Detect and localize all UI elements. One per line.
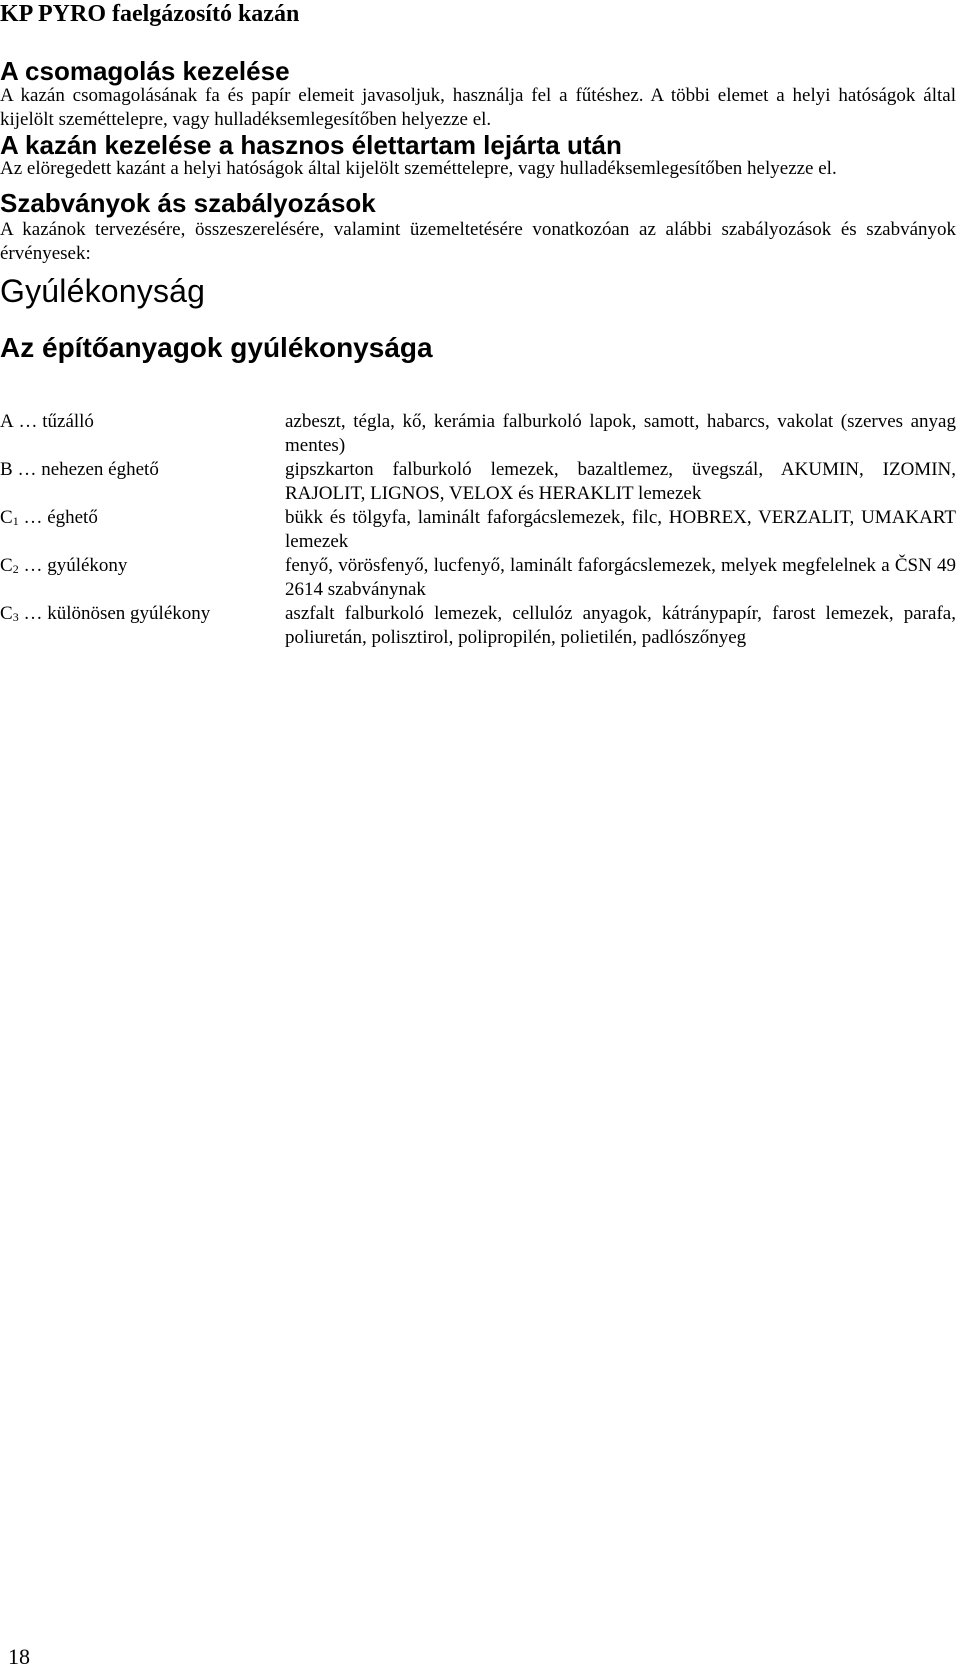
class-name: … különösen gyúlékony (23, 603, 211, 624)
class-subscript: 2 (12, 562, 19, 576)
class-letter: C (0, 603, 13, 624)
document-title: KP PYRO faelgázosító kazán (0, 1, 300, 27)
class-name: … tűzálló (18, 411, 94, 432)
class-row-c3 (0, 602, 956, 650)
class-label (0, 458, 285, 482)
class-materials: bükk és tölgyfa, laminált faforgácslemezek, filc, HOBREX, VERZALIT, UMAKART lemezek (285, 507, 956, 552)
packaging-heading: A csomagolás kezelése (0, 56, 290, 86)
class-row-c1 (0, 506, 956, 554)
flammability-subheading: Az építőanyagok gyúlékonysága (0, 332, 433, 363)
flammability-heading: Gyúlékonyság (0, 273, 206, 309)
class-label (0, 410, 285, 434)
class-label (0, 602, 285, 626)
class-letter: C (0, 555, 13, 576)
page-number: 18 (8, 1644, 30, 1669)
class-subscript: 3 (12, 610, 19, 624)
class-row-c2 (0, 554, 956, 602)
class-subscript: 1 (12, 514, 19, 528)
packaging-text: A kazán csomagolásának fa és papír elemeit javasoljuk, használja fel a fűtéshez. A többi elemet a helyi hatóságok által kijelölt szeméttelepre, vagy hulladéksemlegesítőben helyezze el. (0, 85, 956, 130)
class-name: … éghető (23, 507, 98, 528)
class-label (0, 554, 285, 578)
class-letter: C (0, 507, 13, 528)
class-name: … gyúlékony (23, 555, 128, 576)
class-materials: azbeszt, tégla, kő, kerámia falburkoló lapok, samott, habarcs, vakolat (szerves anyag mentes) (285, 411, 956, 456)
end-of-life-text: Az elöregedett kazánt a helyi hatóságok által kijelölt szeméttelepre, vagy hulladéksemlegesítőben helyezze el. (0, 158, 837, 179)
class-materials: fenyő, vörösfenyő, lucfenyő, laminált faforgácslemezek, melyek megfelelnek a ČSN 49 2614 szabványnak (285, 555, 956, 600)
class-materials: aszfalt falburkoló lemezek, cellulóz anyagok, kátránypapír, farost lemezek, parafa, poliuretán, polisztirol, polipropilén, polietilén, padlószőnyeg (285, 603, 956, 648)
class-row-b (0, 458, 956, 506)
class-materials: gipszkarton falburkoló lemezek, bazaltlemez, üvegszál, AKUMIN, IZOMIN, RAJOLIT, LIGNOS, VELOX és HERAKLIT lemezek (285, 459, 956, 504)
class-name: … nehezen éghető (17, 459, 159, 480)
end-of-life-heading: A kazán kezelése a hasznos élettartam lejárta után (0, 130, 622, 160)
standards-heading: Szabványok ás szabályozások (0, 188, 376, 218)
class-letter: B (0, 459, 13, 480)
standards-text: A kazánok tervezésére, összeszerelésére, valamint üzemeltetésére vonatkozóan az alábbi szabályozások és szabványok érvényesek: (0, 219, 956, 264)
flammability-class-table (0, 410, 956, 650)
class-row-a (0, 410, 956, 458)
class-letter: A (0, 411, 14, 432)
class-label (0, 506, 285, 530)
